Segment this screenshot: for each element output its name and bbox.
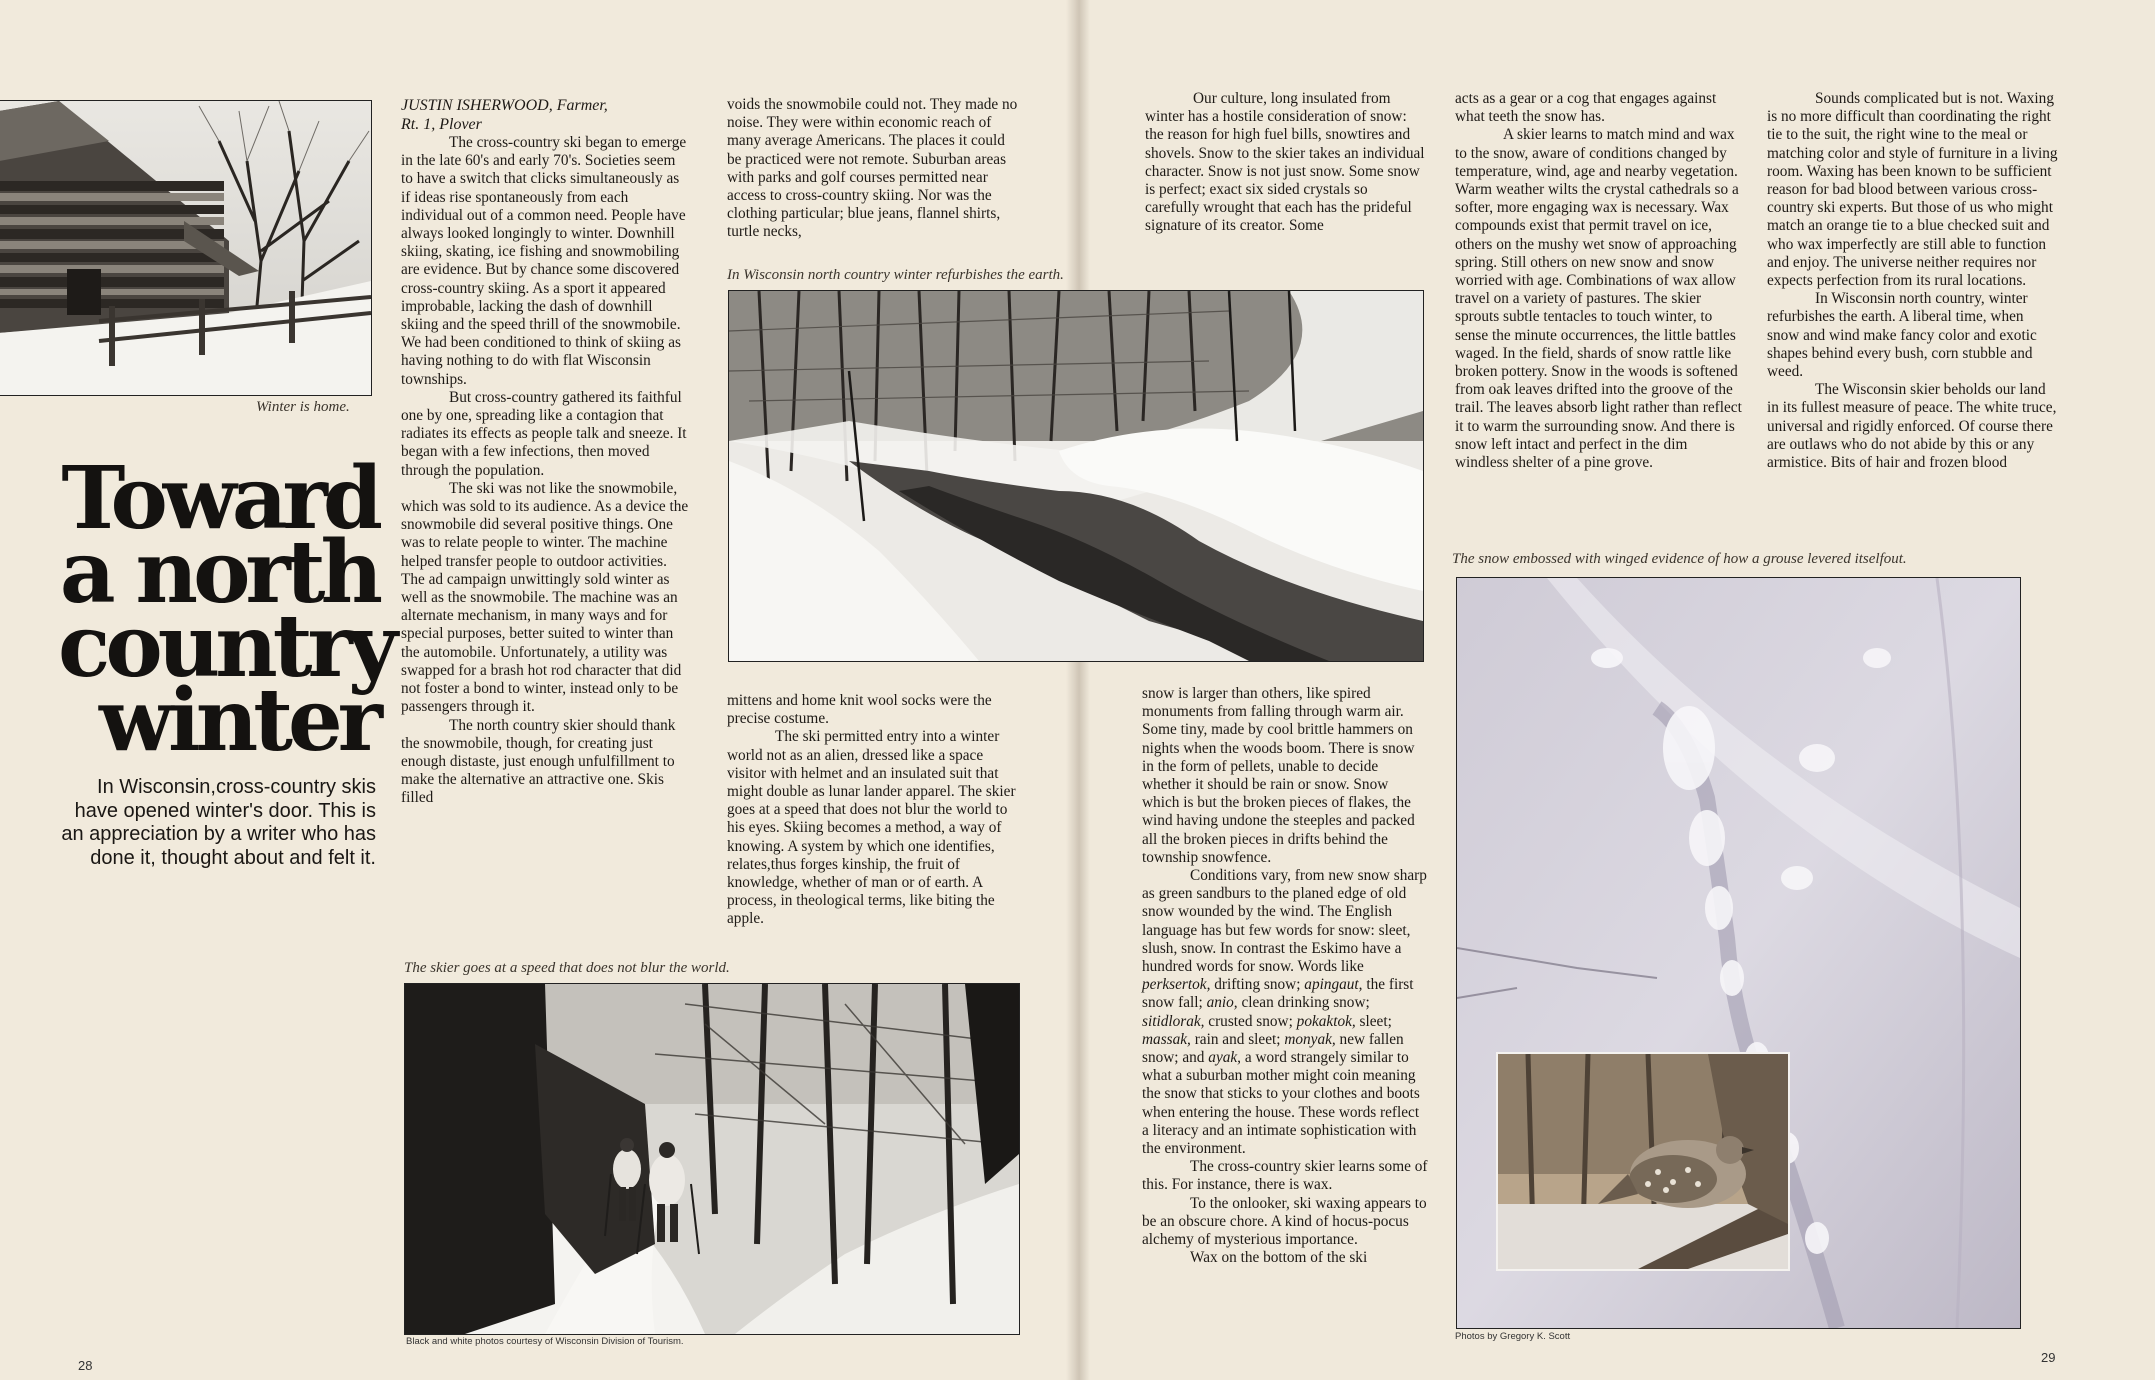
byline-address: Rt. 1, Plover bbox=[401, 116, 482, 133]
headline-line-4: winter bbox=[99, 670, 378, 771]
headline-line-3: country bbox=[58, 596, 393, 697]
headline bbox=[58, 448, 393, 771]
paragraph: Sounds complicated but is not. Waxing is no more difficult than coordinating the right tie to the suit, the right wine to the meal or matching color and style of furniture in a living room. Waxing has been known to be sufficient reason for bad blood between various cross-country ski experts. But those of us who might match an orange tie to a blue checked suit and who wax imperfectly are still able to function and enjoy. The universe neither requires nor expects perfection from its rural locations. bbox=[1767, 90, 2058, 290]
paragraph: The cross-country skier learns some of this. For instance, there is wax. bbox=[1142, 1158, 1428, 1194]
paragraph: voids the snowmobile could not. They made no noise. They were within economic reach of many average Americans. The places it could be practiced were not remote. Suburban areas with parks and golf courses permitted near access to cross-country skiing. Nor was the clothing particular; blue jeans, flannel shirts, turtle necks, bbox=[727, 96, 1018, 241]
color-photo-credit: Photos by Gregory K. Scott bbox=[1455, 1331, 1571, 1342]
page-number-right: 29 bbox=[2041, 1350, 2056, 1365]
paragraph: A skier learns to match mind and wax to the snow, aware of conditions changed by temperature, wind, age and nearby vegetation. Warm weather wilts the crystal cathedrals so a softer, more engaging wax is necessary. Wax compounds exist that permit travel on ice, others on the mushy wet snow of approaching spring. Still others on new snow and snow worried with age. Combinations of wax allow travel on a variety of pastures. The skier sprouts subtle tentacles to touch winter, to sense the minute occurrences, the little battles waged. In the field, shards of snow rattle like broken pottery. Snow in the woods is softened from oak leaves drifted into the groove of the trail. The leaves absorb light rather than reflect it to warm the surrounding snow. And there is snow left intact and perfect in the dim windless shelter of a pine grove. bbox=[1455, 126, 1742, 472]
bw-photo-credit: Black and white photos courtesy of Wisconsin Division of Tourism. bbox=[406, 1336, 684, 1347]
creek-caption: In Wisconsin north country winter refurbishes the earth. bbox=[727, 267, 1064, 283]
paragraph: acts as a gear or a cog that engages against what teeth the snow has. bbox=[1455, 90, 1717, 126]
paragraph: The north country skier should thank the snowmobile, though, for creating just enough distaste, just enough unfulfillment to make the alternative an attractive one. Skis filled bbox=[401, 716, 676, 807]
deck: In Wisconsin,cross-country skis have opened winter's door. This is an appreciation by a writer who has done it, thought about and felt it. bbox=[61, 776, 376, 869]
cabin-photo bbox=[0, 100, 372, 396]
grouse-caption: The snow embossed with winged evidence of how a grouse levered itselfout. bbox=[1452, 551, 1907, 567]
text-column-4 bbox=[1455, 90, 1742, 472]
paragraph: In Wisconsin north country, winter refurbishes the earth. A liberal time, when snow and wind make fancy color and exotic shapes behind every bush, corn stubble and weed. bbox=[1767, 290, 2037, 381]
skier-photo bbox=[404, 983, 1020, 1335]
cabin-caption: Winter is home. bbox=[256, 399, 350, 415]
text-column-3-bottom bbox=[1142, 685, 1429, 1268]
cabin-photo-image bbox=[0, 101, 371, 395]
text-column-5 bbox=[1767, 90, 2059, 472]
text-column-2-bottom bbox=[727, 692, 1021, 929]
paragraph: mittens and home knit wool socks were the precise costume. bbox=[727, 692, 992, 728]
text-column-3-top bbox=[1145, 90, 1425, 236]
paragraph: But cross-country gathered its faithful one by one, spreading like a contagion that radiates its effects as people talk and sneeze. It began with a few infections, then moved through the population. bbox=[401, 388, 687, 479]
headline-line-2: a north bbox=[59, 522, 378, 623]
byline-name: JUSTIN ISHERWOOD, Farmer, bbox=[401, 97, 608, 114]
creek-photo-image bbox=[729, 291, 1423, 661]
page-number-left: 28 bbox=[78, 1358, 93, 1373]
paragraph: The cross-country ski began to emerge in the late 60's and early 70's. Societies seem to have a switch that clicks simultaneously as if ideas rise spontaneously from each individual out of a common need. People have always looked longingly to winter. Downhill skiing, skating, ice fishing and snowmobiling are evidence. But by chance some discovered cross-country skiing. As a sport it appeared improbable, lacking the dash of downhill skiing and the speed thrill of the snowmobile. We had been conditioned to think of skiing as having nothing to do with flat Wisconsin townships. bbox=[401, 134, 687, 388]
paragraph: Conditions vary, from new snow sharp as green sandburs to the planed edge of old snow wounded by the wind. The English language has but few words for snow: sleet, slush, snow. In contrast the Eskimo have a hundred words for snow. Words like perksertok, drifting snow; apingaut, the first snow fall; anio, clean drinking snow; sitidlorak, crusted snow; pokaktok, sleet; massak, rain and sleet; monyak, new fallen snow; and ayak, a word strangely similar to what a suburban mother might coin meaning the snow that sticks to your clothes and boots when entering the house. These words reflect a literacy and an intimate sophistication with the environment. bbox=[1142, 867, 1427, 1158]
paragraph: The ski permitted entry into a winter world not as an alien, dressed like a space visitor with helmet and an insulated suit that might double as lunar lander apparel. The skier goes at a speed that does not blur the world to his eyes. Skiing becomes a method, a way of knowing. A system by which one identifies, relates,thus forges kinship, the fruit of knowledge, whether of man or of earth. A process, in theological terms, like biting the apple. bbox=[727, 728, 1016, 928]
text-column-1 bbox=[401, 96, 691, 808]
creek-photo bbox=[728, 290, 1424, 662]
paragraph: Our culture, long insulated from winter has a hostile consideration of snow: the reason for high fuel bills, snowtires and shovels. Snow to the skier takes an individual character. Snow is not just snow. Some snow is perfect; exact six sided crystals so carefully wrought that each has the prideful signature of its creator. Some bbox=[1145, 90, 1425, 235]
paragraph: Wax on the bottom of the ski bbox=[1190, 1249, 1368, 1267]
grouse-inset-image bbox=[1498, 1054, 1788, 1269]
skier-caption: The skier goes at a speed that does not blur the world. bbox=[404, 960, 730, 976]
headline-line-1: Toward bbox=[61, 448, 378, 549]
text-column-2-top bbox=[727, 96, 1019, 242]
paragraph: The Wisconsin skier beholds our land in its fullest measure of peace. The white truce, universal and rigidly enforced. Of course there are outlaws who do not abide by this or any armistice. Bits of hair and frozen blood bbox=[1767, 381, 2057, 472]
grouse-inset-photo bbox=[1496, 1052, 1790, 1271]
page-gutter bbox=[1066, 0, 1090, 1380]
skier-photo-image bbox=[405, 984, 1019, 1334]
paragraph: The ski was not like the snowmobile, which was sold to its audience. As a device the snowmobile did several positive things. One was to relate people to winter. The machine helped transfer people to outdoor activities. The ad campaign unwittingly sold winter as well as the snowmobile. The machine was an alternate mechanism, in many ways and for special purposes, better suited to winter than the automobile. Unfortunately, a utility was swapped for a brash hot rod character that did not foster a bond to winter, instead only to be passengers through it. bbox=[401, 479, 689, 716]
paragraph: snow is larger than others, like spired monuments from falling through warm air. Some tiny, made by cool brittle hammers on nights when the woods boom. There is snow in the form of pellets, unable to decide whether it should be rain or snow. Snow which is but the broken pieces of flakes, the wind having undone the steeples and packed all the broken pieces in drifts behind the township snowfence. bbox=[1142, 685, 1415, 866]
paragraph: To the onlooker, ski waxing appears to be an obscure chore. A kind of hocus-pocus alchemy of mysterious importance. bbox=[1142, 1194, 1427, 1249]
